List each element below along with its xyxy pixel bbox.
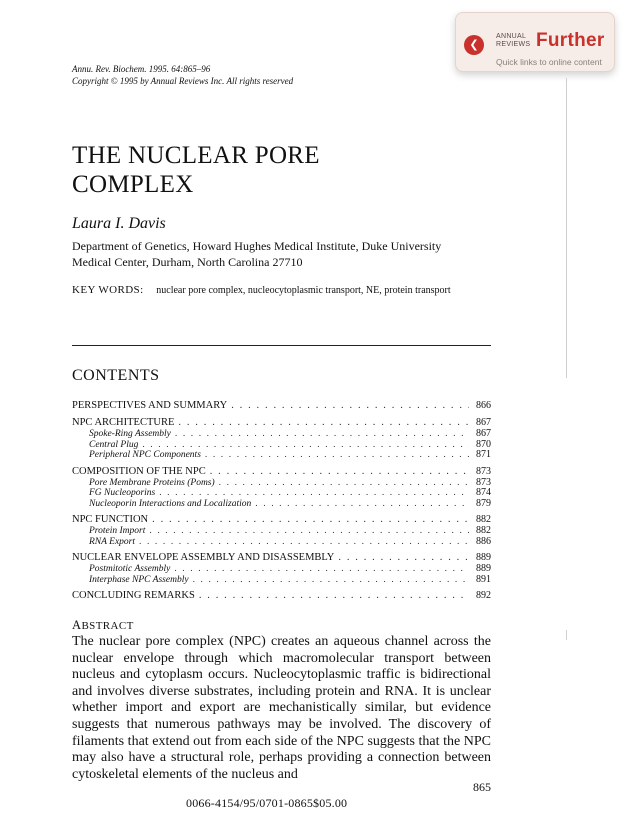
toc-entry[interactable]: NPC ARCHITECTURE . . . 867 xyxy=(72,416,491,429)
toc-subentry[interactable]: Spoke-Ring Assembly . . . 867 xyxy=(72,429,491,440)
journal-citation-block xyxy=(72,63,293,87)
keywords-label: KEY WORDS: xyxy=(72,284,144,296)
scan-edge-mark xyxy=(566,630,567,640)
author-affiliation: Department of Genetics, Howard Hughes Medical Institute, Duke University Medical Center, Durham, North Carolina 27710 xyxy=(72,239,442,269)
further-label: Further xyxy=(536,30,605,51)
toc-subentry[interactable]: Interphase NPC Assembly . . . 891 xyxy=(72,575,491,586)
section-divider xyxy=(72,345,491,346)
annual-reviews-further-badge[interactable] xyxy=(455,12,615,72)
further-tagline: Quick links to online content xyxy=(496,57,602,67)
chevron-left-icon: ❮ xyxy=(464,35,484,55)
keywords-values: nuclear pore complex, nucleocytoplasmic transport, NE, protein transport xyxy=(156,285,451,296)
toc-entry[interactable]: CONCLUDING REMARKS . . . 892 xyxy=(72,589,491,602)
page-number: 865 xyxy=(473,780,491,794)
article-title: THE NUCLEAR PORE COMPLEX xyxy=(72,142,320,198)
toc-entry[interactable]: NUCLEAR ENVELOPE ASSEMBLY AND DISASSEMBLY . . . 889 xyxy=(72,551,491,564)
toc-subentry[interactable]: Peripheral NPC Components . . . 871 xyxy=(72,450,491,461)
abstract-text: The nuclear pore complex (NPC) creates an aqueous channel across the nuclear envelope through which macromolecular transport between nucleus and cytoplasm occurs. Nucleocytoplasmic traffic is bidirectional and involves diverse substrates, including protein and RNA. It is unclear whether import and export are mechanistically similar, but evidence suggests that numerous pathways may be involved. The discovery of filaments that extend out from each side of the NPC suggests that the NPC may also have a structural role, perhaps providing a connection between cytoskeletal elements of the nucleus and xyxy=(72,634,491,782)
toc-subentry[interactable]: RNA Export . . . 886 xyxy=(72,537,491,548)
toc-entry[interactable]: PERSPECTIVES AND SUMMARY . . . 866 xyxy=(72,399,491,412)
table-of-contents xyxy=(72,399,491,602)
journal-citation: Annu. Rev. Biochem. 1995. 64:865–96 xyxy=(72,64,211,74)
annual-reviews-logo: ANNUAL REVIEWS xyxy=(496,33,531,48)
copyright-line: Copyright © 1995 by Annual Reviews Inc. All rights reserved xyxy=(72,76,294,86)
toc-subentry[interactable]: Pore Membrane Proteins (Poms) . . . 873 xyxy=(72,478,491,489)
contents-heading: CONTENTS xyxy=(72,367,160,384)
author-name: Laura I. Davis xyxy=(72,215,166,232)
scan-edge-line xyxy=(566,78,567,378)
toc-entry[interactable]: NPC FUNCTION . . . 882 xyxy=(72,513,491,526)
toc-subentry[interactable]: Protein Import . . . 882 xyxy=(72,526,491,537)
toc-subentry[interactable]: Postmitotic Assembly . . . 889 xyxy=(72,564,491,575)
keywords-line xyxy=(72,284,451,296)
abstract-heading: ABSTRACT xyxy=(72,618,134,632)
toc-subentry[interactable]: Central Plug . . . 870 xyxy=(72,440,491,451)
toc-subentry[interactable]: Nucleoporin Interactions and Localization . . . 879 xyxy=(72,499,491,510)
footer-code: 0066-4154/95/0701-0865$05.00 xyxy=(186,796,348,810)
toc-subentry[interactable]: FG Nucleoporins . . . 874 xyxy=(72,488,491,499)
toc-entry[interactable]: COMPOSITION OF THE NPC . . . 873 xyxy=(72,465,491,478)
